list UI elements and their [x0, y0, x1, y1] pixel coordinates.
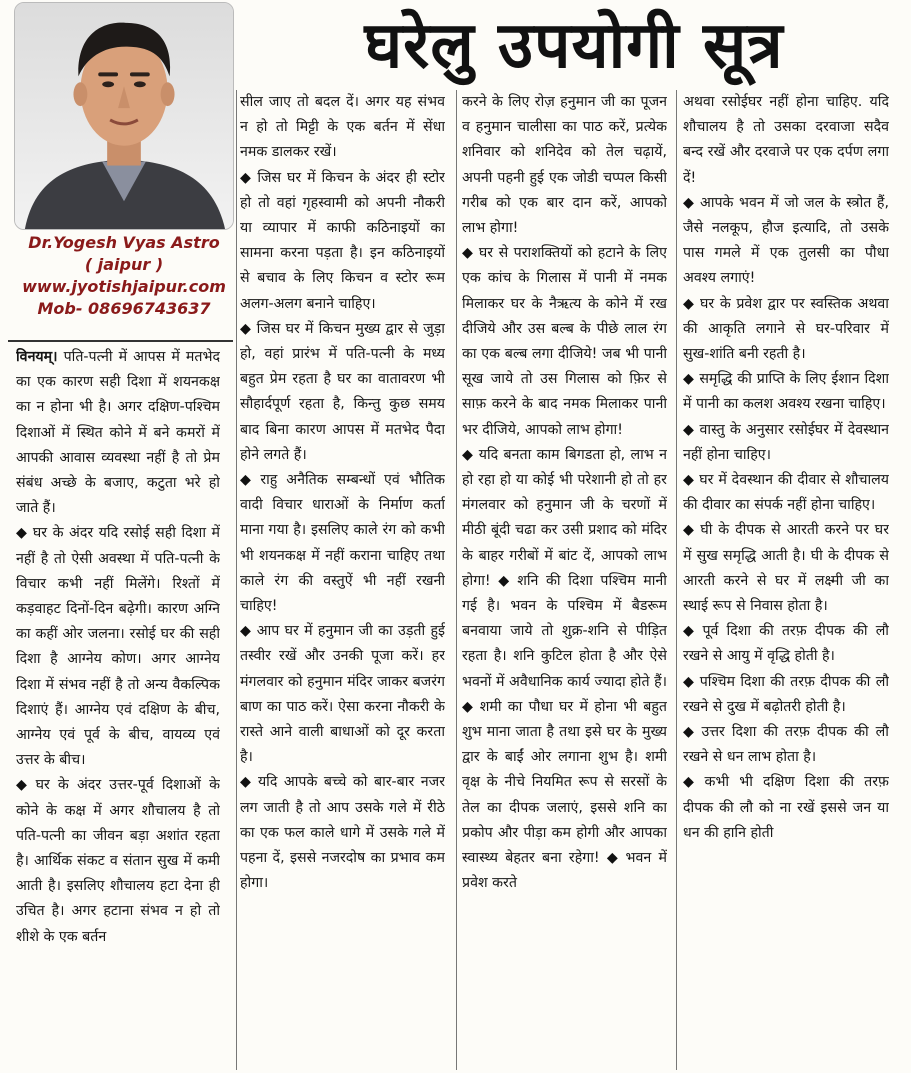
- paragraph: सील जाए तो बदल दें। अगर यह संभव न हो तो मिट्टी के एक बर्तन में सेंधा नमक डालकर रखें।: [240, 94, 445, 161]
- column-divider: [236, 90, 237, 1070]
- paragraph: ◆ घर के प्रवेश द्वार पर स्वस्तिक अथवा की आकृति लगाने से घर-परिवार में सुख-शांति बनी रहती है।: [683, 295, 889, 363]
- paragraph: अथवा रसोईघर नहीं होना चाहिए. यदि शौचालय है तो उसका दरवाजा सदैव बन्द रखें और दरवाजे पर एक दर्पण लगा दें!: [683, 94, 889, 186]
- paragraph: ◆ कभी भी दक्षिण दिशा की तरफ़ दीपक की लौ को ना रखें इससे जन या धन की हानि होती: [683, 774, 889, 841]
- paragraph: ◆ घर के अंदर उत्तर-पूर्व दिशाओं के कोने के कक्ष में अगर शौचालय है तो पति-पत्नी का जीवन बड़ा अशांत रहता है। आर्थिक संकट व संतान सुख में कमी आती है। इसलिए शौचालय हटा देना ही उचित है। अगर हटाना संभव न हो तो शीशे के एक बर्तन: [16, 777, 220, 945]
- paragraph: ◆ घर के अंदर यदि रसोई सही दिशा में नहीं है तो ऐसी अवस्था में पति-पत्नी के विचार कभी नहीं मिलेंगे। रिश्तों में कड़वाहट दिनों-दिन बढ़ेगी। कारण अग्नि का कहीं ओर जलना। रसोई घर की सही दिशा है आग्नेय कोण। अगर आग्नेय दिशा में संभव नहीं है तो अन्य वैकल्पिक दिशाएं हैं। आग्नेय एवं दक्षिण के बीच, आग्नेय एवं पूर्व के बीच, वायव्य एवं उत्तर के बीच।: [16, 525, 220, 769]
- paragraph: करने के लिए रोज़ हनुमान जी का पूजन व हनुमान चालीसा का पाठ करें, प्रत्येक शनिवार को शनिदेव को तेल चढ़ायें, अपनी पहनी हुई एक जोडी चप्पल किसी गरीब को एक बार दान करें, आपको लाभ होगा!: [462, 94, 667, 237]
- author-photo: [14, 2, 234, 230]
- headline: घरेलु उपयोगी सूत्र: [364, 9, 784, 83]
- paragraph: ◆ घी के दीपक से आरती करने पर घर में सुख समृद्धि आती है। घी के दीपक से आरती करने से घर में लक्ष्मी जी का स्थाई रूप से निवास होता है।: [683, 522, 889, 615]
- paragraph: ◆ यदि बनता काम बिगडता हो, लाभ न हो रहा हो या कोई भी परेशानी हो तो हर मंगलवार को हनुमान जी के चरणों में मीठी बूंदी चढा कर उसी प्रशाद को मंदिर के बाहर गरीबों में बांट दें, आपको लाभ होगा! ◆ शनि की दिशा पश्चिम मानी गई है। भवन के पश्चिम में बैडरूम बनवाया जाये तो शुक्र-शनि से पीड़ित रहता है। शनि कुटिल होता है और ऐसे भवनों में अवैधानिक कार्य ज्यादा होते हैं। ◆ शमी का पौधा घर में होना भी बहुत शुभ माना जाता है तथा इसे घर के मुख्य द्वार के बाईं ओर लगाना शुभ है। शमी वृक्ष के नीचे नियमित रूप से सरसों के तेल का दीपक जलाएं, इससे शनि का प्रकोप और पीड़ा कम होगी और आपका स्वास्थ्य बेहतर बना रहेगा! ◆ भवन में प्रवेश करते: [462, 446, 667, 892]
- paragraph: विनयम्। पति-पत्नी में आपस में मतभेद का एक कारण सही दिशा में शयनकक्ष का न होना भी है। अगर दक्षिण-पश्चिम दिशाओं में स्थित कोने में बने कमरों में आपकी आवास व्यवस्था नहीं है तो प्रेम संबंध अच्छे के बजाए, कटुता भरे हो जाते हैं।: [16, 349, 220, 517]
- paragraph: ◆ राहु अनैतिक सम्बन्धों एवं भौतिक वादी विचार धाराओं के निर्माण कर्ता माना गया है। इसलिए काले रंग को कभी भी शयनकक्ष में नहीं कराना चाहिए तथा काले रंग की वस्तुऐं भी नहीं रखनी चाहिए!: [240, 472, 445, 615]
- paragraph: ◆ पूर्व दिशा की तरफ़ दीपक की लौ रखने से आयु में वृद्धि होती है।: [683, 623, 889, 665]
- byline-rule: [8, 340, 233, 342]
- diamond-bullet-icon: ◆: [683, 472, 695, 489]
- diamond-bullet-icon: ◆: [240, 320, 252, 337]
- author-name: Dr.Yogesh Vyas Astro: [28, 233, 220, 252]
- diamond-bullet-icon: ◆: [683, 194, 695, 211]
- dateline: विनयम्।: [16, 349, 58, 365]
- author-website: www.jyotishjaipur.com: [22, 277, 226, 296]
- column-divider: [676, 90, 677, 1070]
- diamond-bullet-icon: ◆: [16, 525, 28, 542]
- diamond-bullet-icon: ◆: [240, 169, 253, 186]
- paragraph: ◆ घर से पराशक्तियों को हटाने के लिए एक कांच के गिलास में पानी में नमक मिलाकर घर के नैऋत्य के कोने में रख दीजिये और उस बल्ब के पीछे लाल रंग का एक बल्ब लगा दीजिये! जब भी पानी सूख जाये तो उस गिलास को फ़िर से साफ़ करने के बाद नमक मिलाकर पानी भर दीजिये, आपको लाभ होगा!: [462, 245, 667, 438]
- article-column-3: [462, 90, 667, 1070]
- diamond-bullet-icon: ◆: [462, 698, 475, 715]
- author-byline: [14, 232, 234, 332]
- diamond-bullet-icon: ◆: [462, 245, 474, 262]
- diamond-bullet-icon: ◆: [683, 623, 698, 640]
- diamond-bullet-icon: ◆: [240, 472, 256, 489]
- paragraph: ◆ आप घर में हनुमान जी का उड़ती हुई तस्वीर रखें और उनकी पूजा करें। हर मंगलवार को हनुमान मंदिर जाकर बजरंग बाण का पाठ करें। ऐसा करना नौकरी के रास्ते आने वाली बाधाओं को दूर करता है।: [240, 623, 445, 766]
- column-divider: [456, 90, 457, 1070]
- paragraph: ◆ उत्तर दिशा की तरफ़ दीपक की लौ रखने से धन लाभ होता है।: [683, 724, 889, 766]
- diamond-bullet-icon: ◆: [683, 673, 695, 690]
- paragraph: ◆ जिस घर में किचन मुख्य द्वार से जुड़ा हो, वहां प्रारंभ में पति-पत्नी के मध्य बहुत प्रेम रहता है घर का वातावरण भी सौहार्दपूर्ण रहता है, किन्तु कुछ समय बाद बिना कारण आपस में मतभेद पैदा होने लगते हैं।: [240, 320, 445, 463]
- diamond-bullet-icon: ◆: [683, 295, 696, 312]
- article-column-2: [240, 90, 445, 1070]
- diamond-bullet-icon: ◆: [683, 724, 697, 741]
- author-mobile: Mob- 08696743637: [37, 299, 211, 318]
- article-column-4: [683, 90, 889, 1070]
- diamond-bullet-icon: ◆: [462, 446, 474, 463]
- diamond-bullet-icon: ◆: [606, 850, 621, 867]
- paragraph: ◆ घर में देवस्थान की दीवार से शौचालय की दीवार का संपर्क नहीं होना चाहिए।: [683, 472, 889, 514]
- paragraph: ◆ यदि आपके बच्चे को बार-बार नजर लग जाती है तो आप उसके गले में रीठे का एक फल काले धागे में उसके गले में पहना दें, इससे नजरदोष का प्रभाव कम होगा।: [240, 774, 445, 892]
- paragraph: ◆ समृद्धि की प्राप्ति के लिए ईशान दिशा में पानी का कलश अवश्य रखना चाहिए।: [683, 371, 889, 413]
- diamond-bullet-icon: ◆: [683, 421, 695, 438]
- diamond-bullet-icon: ◆: [498, 572, 513, 589]
- paragraph: ◆ वास्तु के अनुसार रसोईघर में देवस्थान नहीं होना चाहिए।: [683, 421, 889, 463]
- author-city: ( jaipur ): [84, 255, 164, 274]
- article-column-1: [16, 345, 220, 1069]
- diamond-bullet-icon: ◆: [683, 774, 700, 791]
- diamond-bullet-icon: ◆: [683, 371, 695, 388]
- paragraph: ◆ जिस घर में किचन के अंदर ही स्टोर हो तो वहां गृहस्वामी को अपनी नौकरी या व्यापार में काफी कठिनाइयों का सामना करना पड़ता है। इन कठिनाइयों से बचाव के लिए किचन व स्टोर रूम अलग-अलग बनाने चाहिए।: [240, 169, 445, 312]
- paragraph: ◆ आपके भवन में जो जल के स्त्रोत हैं, जैसे नलकूप, हौज इत्यादि, तो उसके पास गमले में एक तुलसी का पौधा अवश्य लगाएं!: [683, 194, 889, 287]
- diamond-bullet-icon: ◆: [240, 774, 253, 791]
- paragraph: ◆ पश्चिम दिशा की तरफ़ दीपक की लौ रखने से दुख में बढ़ोतरी होती है।: [683, 673, 889, 715]
- diamond-bullet-icon: ◆: [683, 522, 696, 539]
- diamond-bullet-icon: ◆: [16, 777, 31, 794]
- diamond-bullet-icon: ◆: [240, 623, 252, 640]
- portrait-image: [15, 3, 233, 229]
